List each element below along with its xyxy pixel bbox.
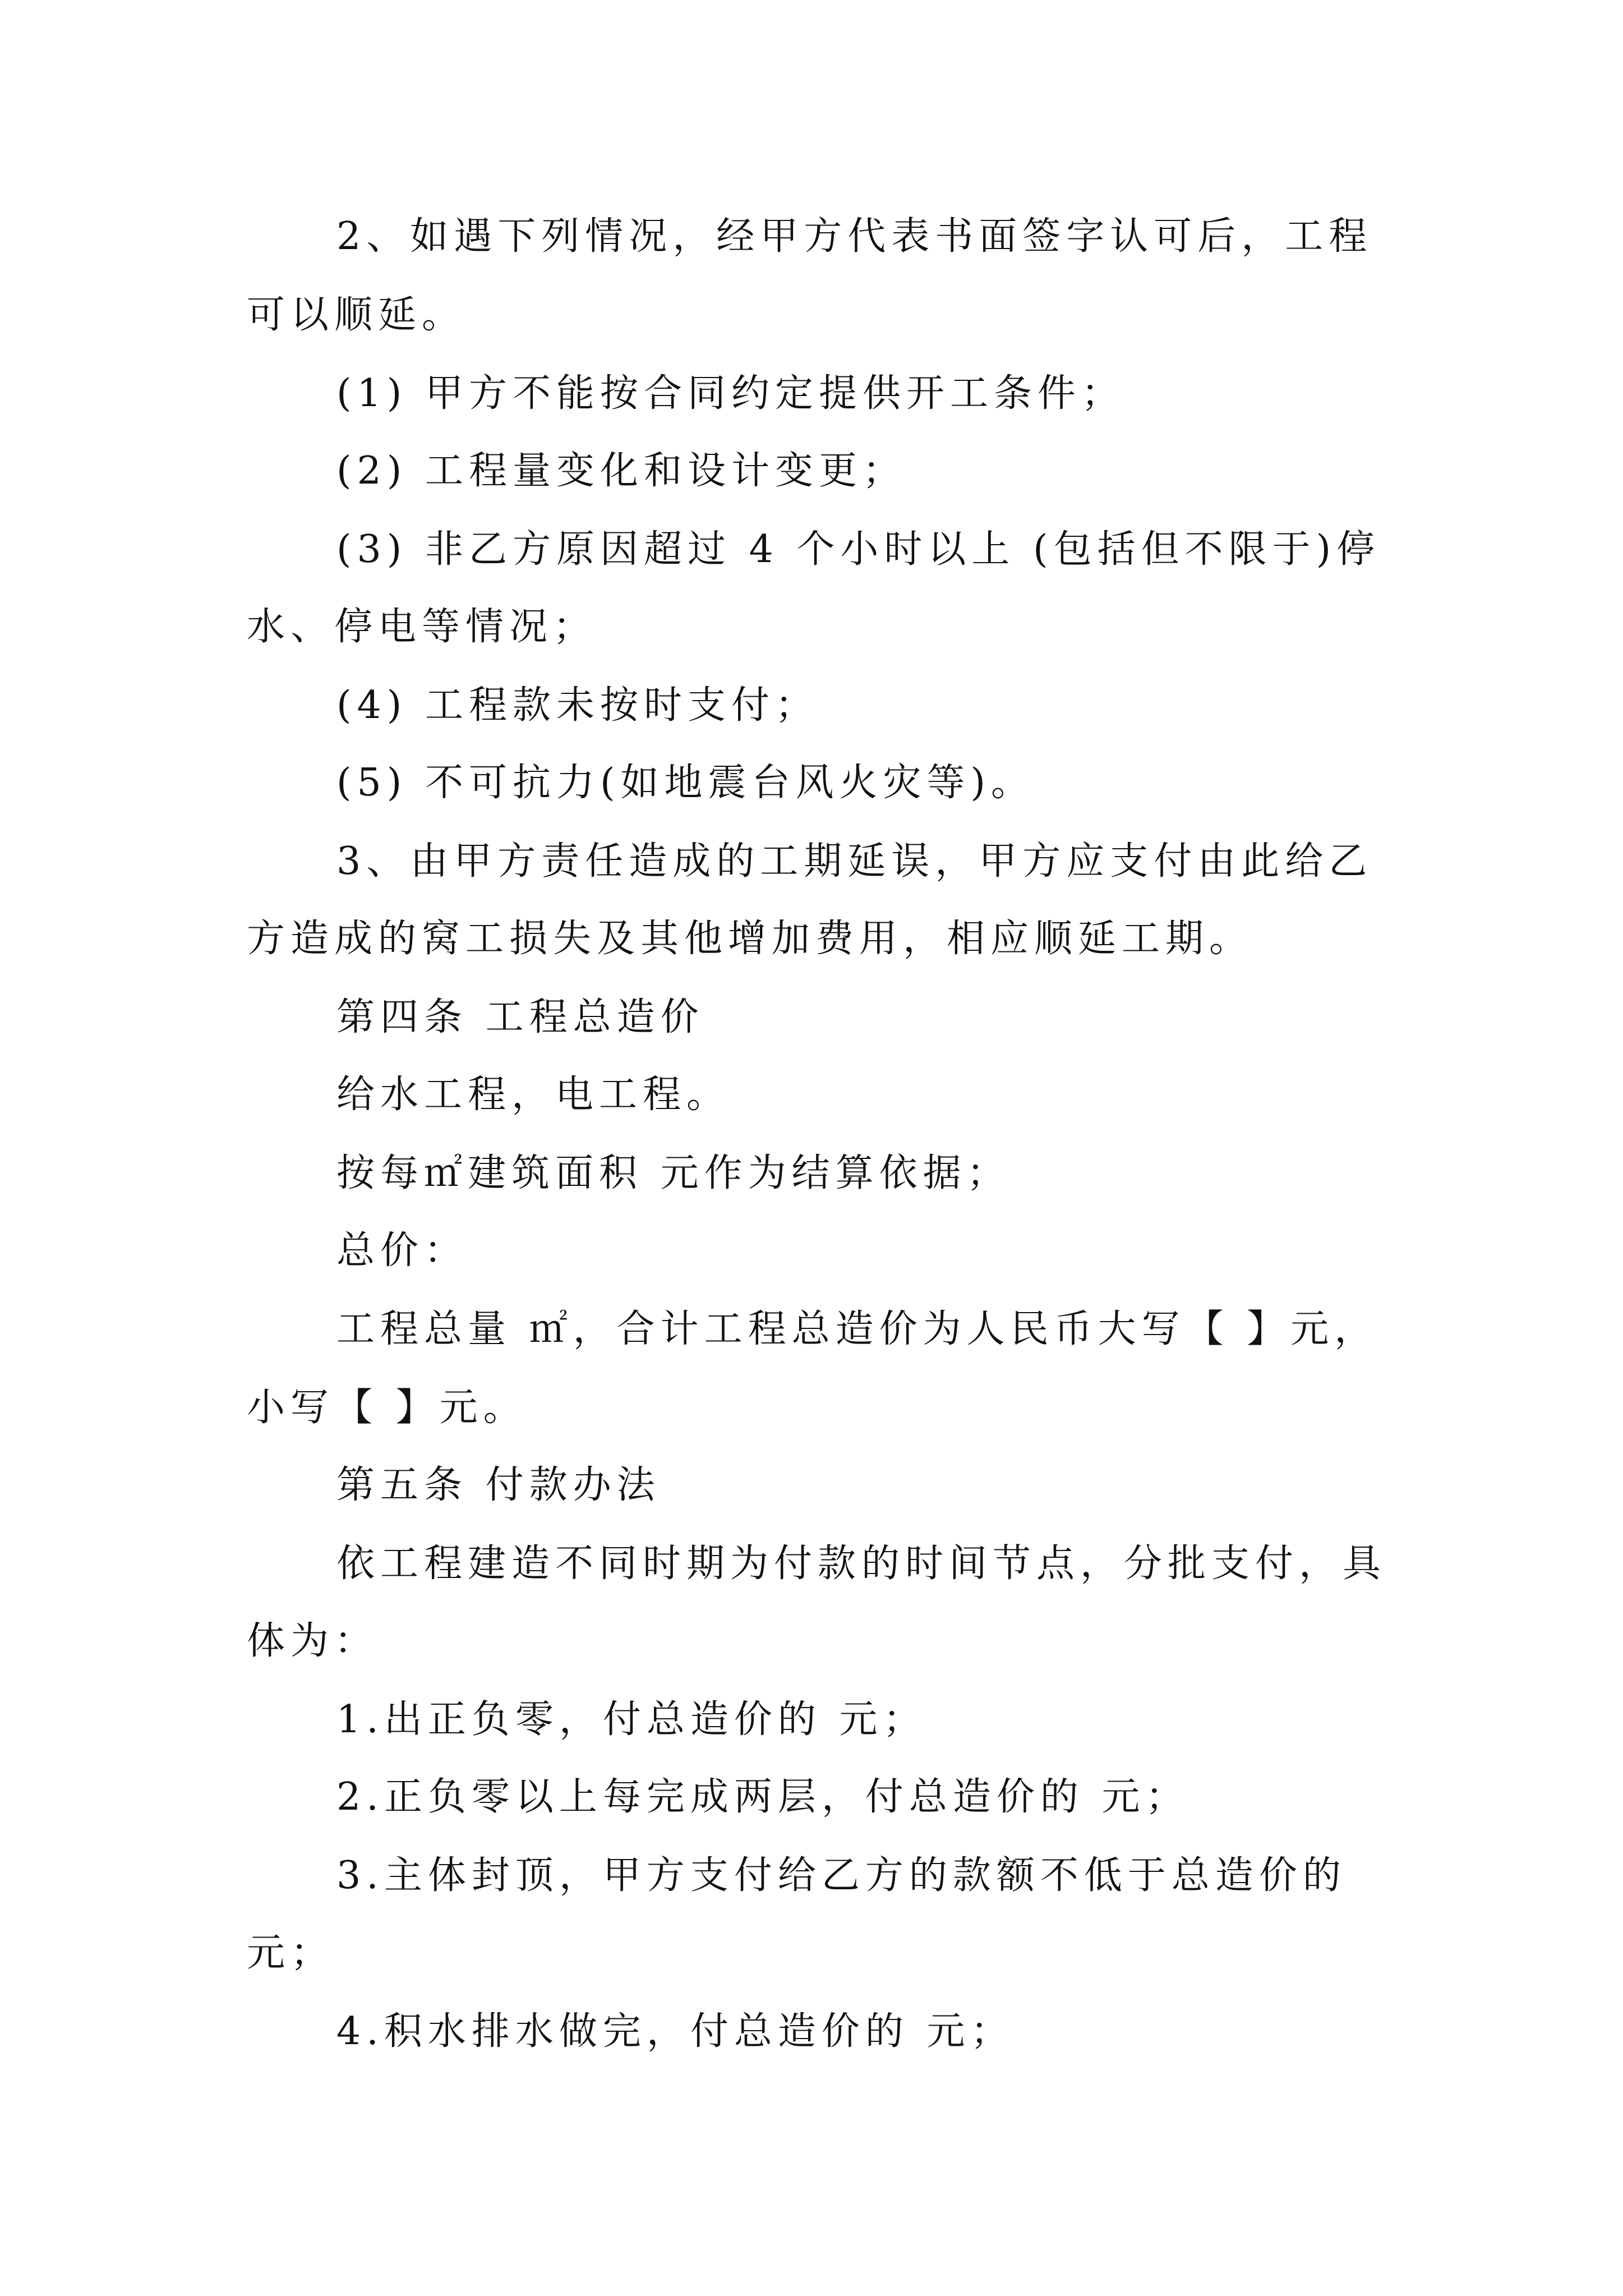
paragraph-line: 2、如遇下列情况，经甲方代表书面签字认可后，工程 <box>336 214 1373 259</box>
section-heading: 第四条 工程总造价 <box>336 995 704 1039</box>
paragraph-line: 水、停电等情况； <box>247 605 597 649</box>
paragraph-line: 给水工程，电工程。 <box>336 1073 731 1117</box>
list-item: 1.出正负零，付总造价的 元； <box>336 1697 927 1742</box>
list-item: (5) 不可抗力(如地震台风火灾等)。 <box>336 761 1035 805</box>
paragraph-line: 工程总量 ㎡，合计工程总造价为人民币大写【 】元， <box>336 1307 1378 1351</box>
paragraph-line: 3、由甲方责任造成的工期延误，甲方应支付由此给乙 <box>336 839 1373 884</box>
paragraph-line: 总价： <box>336 1228 468 1273</box>
list-item: (2) 工程量变化和设计变更； <box>336 449 906 493</box>
paragraph-line: 按每㎡建筑面积 元作为结算依据； <box>336 1151 1011 1195</box>
section-heading: 第五条 付款办法 <box>336 1463 661 1507</box>
list-item: 3.主体封顶，甲方支付给乙方的款额不低于总造价的 <box>336 1853 1347 1898</box>
paragraph-line: 可以顺延。 <box>247 293 466 337</box>
list-item: (1) 甲方不能按合同约定提供开工条件； <box>336 371 1125 416</box>
paragraph-line: 方造成的窝工损失及其他增加费用，相应顺延工期。 <box>247 917 1253 961</box>
paragraph-line: 小写【 】元。 <box>247 1386 527 1430</box>
list-item: 4.积水排水做完，付总造价的 元； <box>336 2009 1015 2054</box>
paragraph-line: 依工程建造不同时期为付款的时间节点，分批支付，具 <box>336 1542 1387 1586</box>
list-item: 2.正负零以上每完成两层，付总造价的 元； <box>336 1775 1189 1819</box>
paragraph-line: 元； <box>247 1931 335 1975</box>
list-item: (4) 工程款未按时支付； <box>336 683 819 728</box>
paragraph-line: 体为： <box>247 1619 379 1663</box>
list-item: (3) 非乙方原因超过 4 个小时以上 (包括但不限于)停 <box>336 527 1381 572</box>
